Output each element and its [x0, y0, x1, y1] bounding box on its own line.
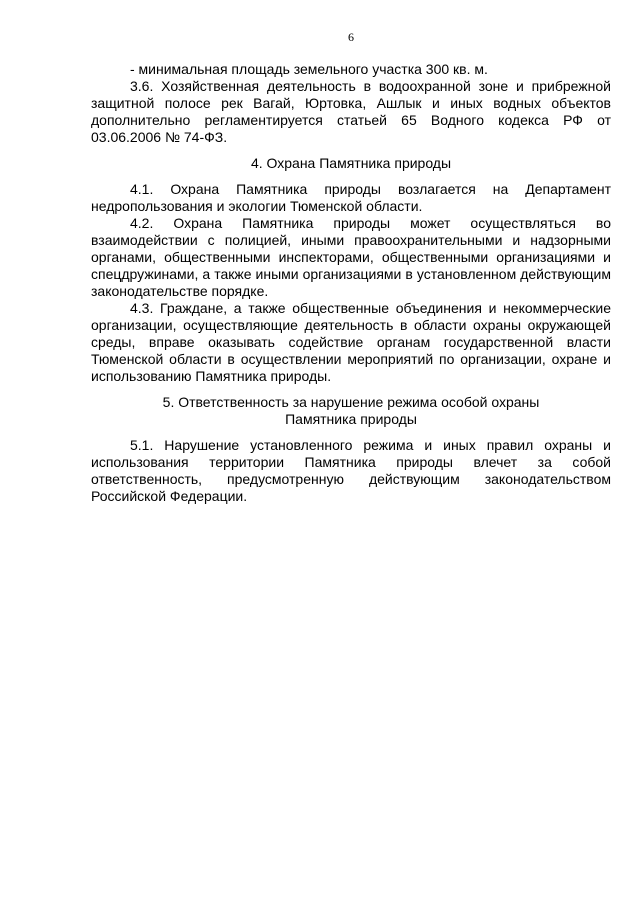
- section-5-heading-line-1: 5. Ответственность за нарушение режима особой охраны: [162, 394, 540, 410]
- paragraph-4-2: 4.2. Охрана Памятника природы может осуществляться во взаимодействии с полицией, иными правоохранительными и надзорными органами, общественными инспекторами, общественными организациями и спецдружинами, а также иными организациями в установленном действующим законодательстве порядке.: [91, 215, 611, 299]
- paragraph-min-area: - минимальная площадь земельного участка 300 кв. м.: [130, 61, 488, 77]
- section-5-heading-line-2: Памятника природы: [285, 411, 417, 427]
- paragraph-4-3: 4.3. Граждане, а также общественные объединения и некоммерческие организации, осуществляющие деятельность в области охраны окружающей среды, вправе оказывать содействие органам государственной власти Тюменской области в осуществлении мероприятий по организации, охране и использованию Памятника природы.: [91, 300, 611, 384]
- section-5-heading: [91, 394, 611, 428]
- document-body: [91, 61, 611, 505]
- paragraph-5-1: 5.1. Нарушение установленного режима и иных правил охраны и использования территории Памятника природы влечет за собой ответственность, предусмотренную действующим законодательством Российской Федерации.: [91, 437, 611, 504]
- page-number: 6: [348, 30, 354, 44]
- section-4-heading: 4. Охрана Памятника природы: [250, 155, 452, 171]
- paragraph-4-1: 4.1. Охрана Памятника природы возлагается на Департамент недропользования и экологии Тюменской области.: [91, 181, 611, 214]
- paragraph-3-6: 3.6. Хозяйственная деятельность в водоохранной зоне и прибрежной защитной полосе рек Вагай, Юртовка, Ашлык и иных водных объектов дополнительно регламентируется статьей 65 Водного кодекса РФ от 03.06.2006 № 74-ФЗ.: [91, 78, 611, 145]
